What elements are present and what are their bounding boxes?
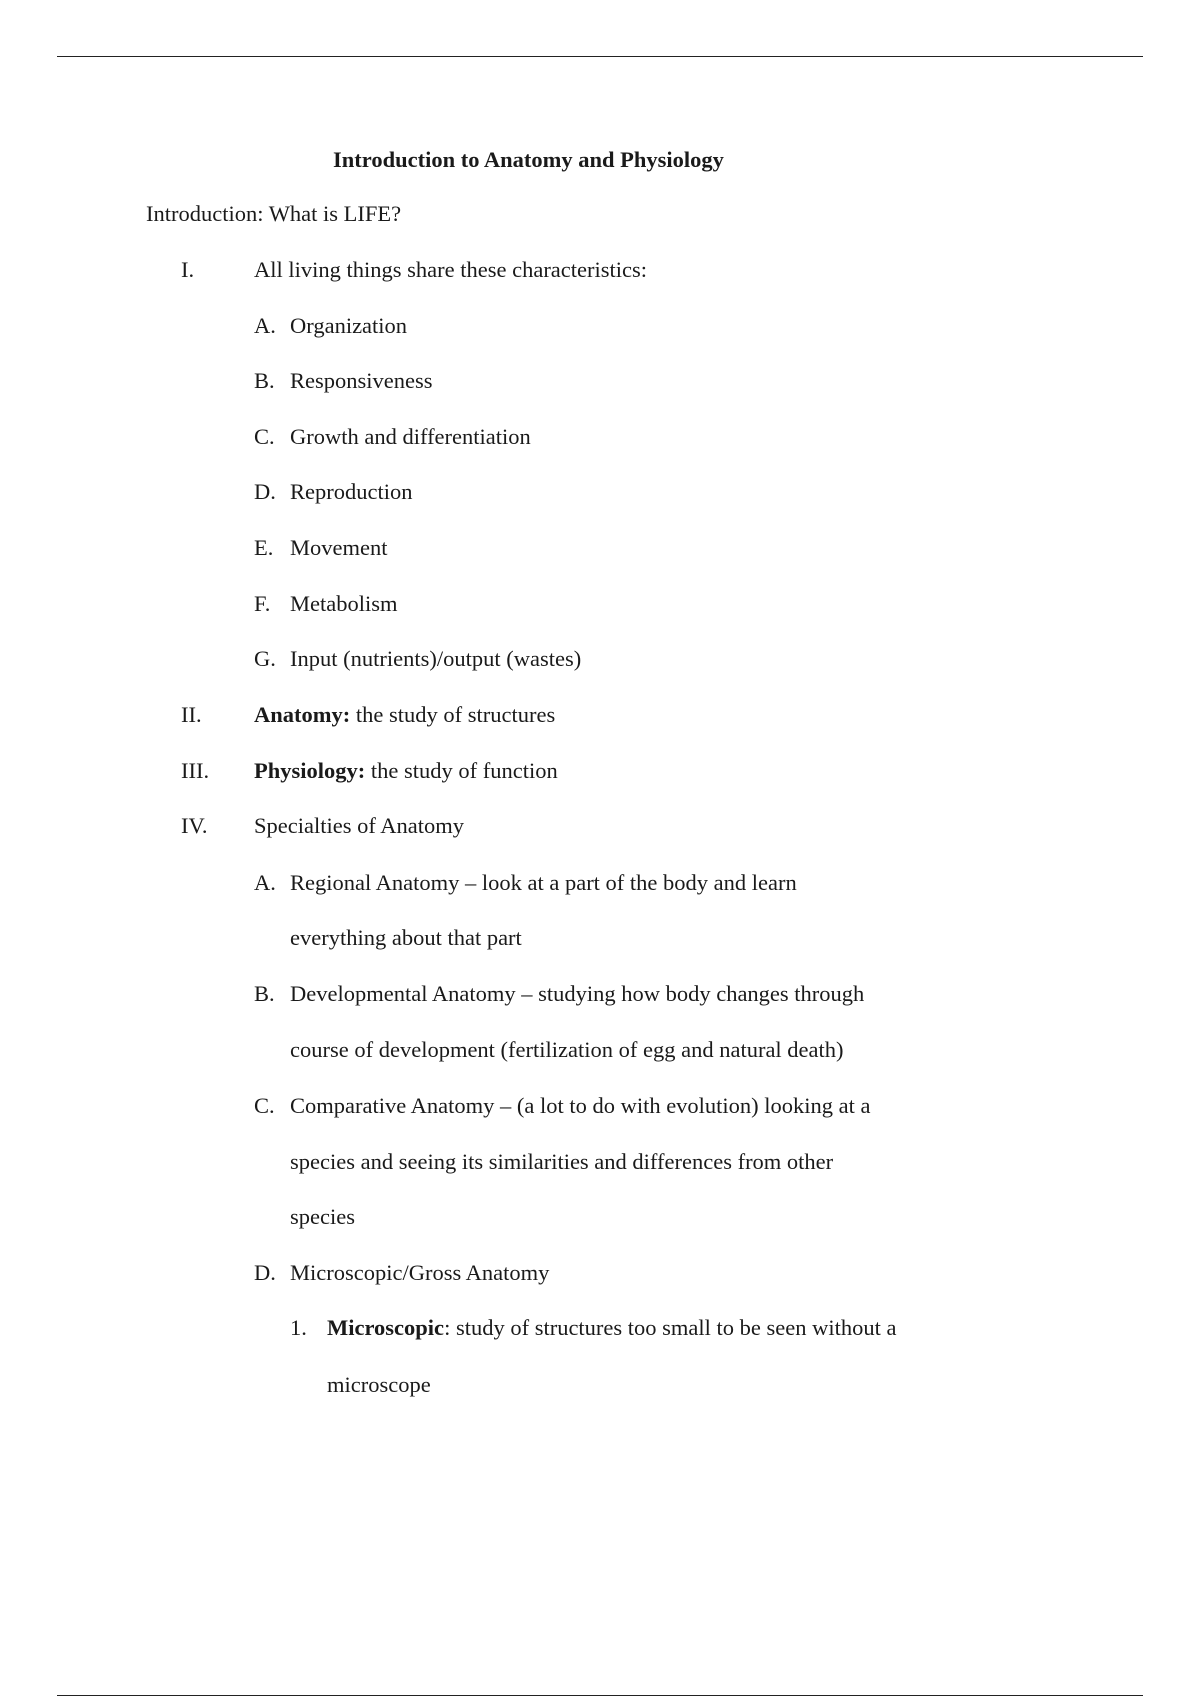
- definition-line: [254, 756, 558, 786]
- item-letter: A.: [254, 870, 276, 895]
- list-item-line: Regional Anatomy – look at a part of the body and learn: [290, 870, 797, 895]
- list-item-line: Developmental Anatomy – studying how body changes through: [290, 981, 865, 1006]
- list-item: Metabolism: [290, 591, 398, 616]
- header-rule: [57, 56, 1143, 57]
- item-letter: G.: [254, 646, 276, 671]
- section-numeral: I.: [181, 257, 195, 282]
- section-numeral: IV.: [181, 813, 208, 838]
- item-letter: B.: [254, 981, 275, 1006]
- term-physiology: Physiology:: [254, 758, 366, 783]
- item-letter: C.: [254, 1093, 275, 1118]
- item-letter: D.: [254, 1260, 276, 1285]
- list-item: Growth and differentiation: [290, 424, 531, 449]
- subitem-text: : study of structures too small to be seen without a: [444, 1315, 897, 1340]
- section-text: Specialties of Anatomy: [254, 813, 464, 838]
- intro-heading: Introduction: What is LIFE?: [146, 201, 402, 226]
- list-item: Responsiveness: [290, 368, 433, 393]
- list-item-line: Comparative Anatomy – (a lot to do with evolution) looking at a: [290, 1093, 871, 1118]
- subitem-line: [327, 1313, 897, 1343]
- term-microscopic: Microscopic: [327, 1315, 445, 1340]
- item-letter: F.: [254, 591, 271, 616]
- footer-rule: [57, 1695, 1143, 1696]
- list-item-line: everything about that part: [290, 925, 522, 950]
- page-title: Introduction to Anatomy and Physiology: [333, 147, 724, 172]
- item-letter: D.: [254, 479, 276, 504]
- list-item-line: course of development (fertilization of egg and natural death): [290, 1037, 844, 1062]
- list-item-line: species: [290, 1204, 355, 1229]
- list-item: Organization: [290, 313, 408, 338]
- section-text: All living things share these characteristics:: [254, 257, 648, 282]
- item-letter: E.: [254, 535, 274, 560]
- list-item: Input (nutrients)/output (wastes): [290, 646, 582, 671]
- subitem-line: microscope: [327, 1372, 431, 1397]
- item-letter: B.: [254, 368, 275, 393]
- definition-line: [254, 700, 555, 730]
- item-letter: C.: [254, 424, 275, 449]
- item-letter: A.: [254, 313, 276, 338]
- term-anatomy: Anatomy:: [254, 702, 351, 727]
- list-item-line: species and seeing its similarities and differences from other: [290, 1149, 834, 1174]
- list-item-line: Microscopic/Gross Anatomy: [290, 1260, 550, 1285]
- definition-text: the study of structures: [350, 702, 556, 727]
- section-numeral: III.: [181, 758, 210, 783]
- definition-text: the study of function: [365, 758, 558, 783]
- list-item: Reproduction: [290, 479, 413, 504]
- section-numeral: II.: [181, 702, 202, 727]
- list-item: Movement: [290, 535, 388, 560]
- subitem-number: 1.: [290, 1315, 307, 1340]
